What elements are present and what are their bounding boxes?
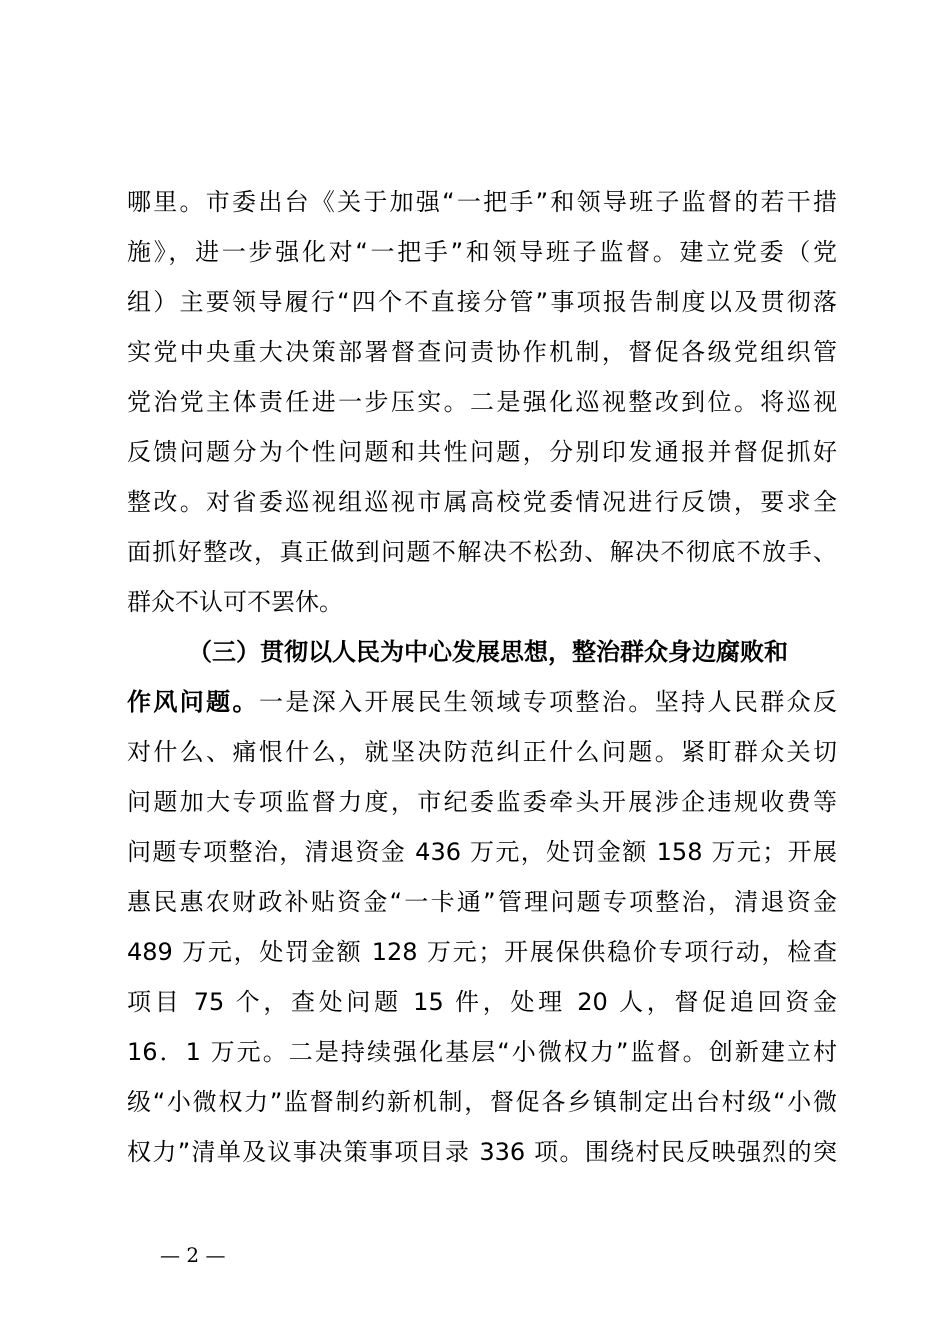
text-line: 惠民惠农财政补贴资金“一卡通”管理问题专项整治，清退资金 [127, 888, 837, 916]
text-line: 16．1 万元。二是持续强化基层“小微权力”监督。创新建立村 [127, 1038, 837, 1066]
text-line: 反馈问题分为个性问题和共性问题，分别印发通报并督促抓好 [127, 438, 837, 466]
text-line: 党治党主体责任进一步压实。二是强化巡视整改到位。将巡视 [127, 388, 837, 416]
text-line: 哪里。市委出台《关于加强“一把手”和领导班子监督的若干措 [127, 188, 837, 216]
text-line: 面抓好整改，真正做到问题不解决不松劲、解决不彻底不放手、 [127, 538, 837, 566]
text-line: 项目 75 个，查处问题 15 件，处理 20 人，督促追回资金 [127, 988, 837, 1016]
section-text-start: 一是深入开展民生领域专项整治。坚持人民群众反 [258, 688, 838, 716]
text-line: 组）主要领导履行“四个不直接分管”事项报告制度以及贯彻落 [127, 288, 837, 316]
text-line: 权力”清单及议事决策事项目录 336 项。围绕村民反映强烈的突 [127, 1138, 837, 1166]
section-heading: （三）贯彻以人民为中心发展思想，整治群众身边腐败和 [188, 638, 788, 666]
section-heading-tail: 作风问题。 [127, 688, 259, 716]
text-line: 问题加大专项监督力度，市纪委监委牵头开展涉企违规收费等 [127, 788, 837, 816]
section-heading-continued [127, 677, 837, 727]
text-line: 级“小微权力”监督制约新机制，督促各乡镇制定出台村级“小微 [127, 1088, 837, 1116]
body-text [127, 177, 837, 1177]
text-line: 489 万元，处罚金额 128 万元；开展保供稳价专项行动，检查 [127, 938, 837, 966]
text-line: 整改。对省委巡视组巡视市属高校党委情况进行反馈，要求全 [127, 488, 837, 516]
page-number: — 2 — [160, 1243, 226, 1267]
text-line: 实党中央重大决策部署督查问责协作机制，督促各级党组织管 [127, 338, 837, 366]
text-line: 问题专项整治，清退资金 436 万元，处罚金额 158 万元；开展 [127, 838, 837, 866]
text-line: 施》，进一步强化对“一把手”和领导班子监督。建立党委（党 [127, 238, 837, 266]
text-line: 群众不认可不罢休。 [127, 588, 343, 616]
text-line: 对什么、痛恨什么，就坚决防范纠正什么问题。紧盯群众关切 [127, 738, 837, 766]
